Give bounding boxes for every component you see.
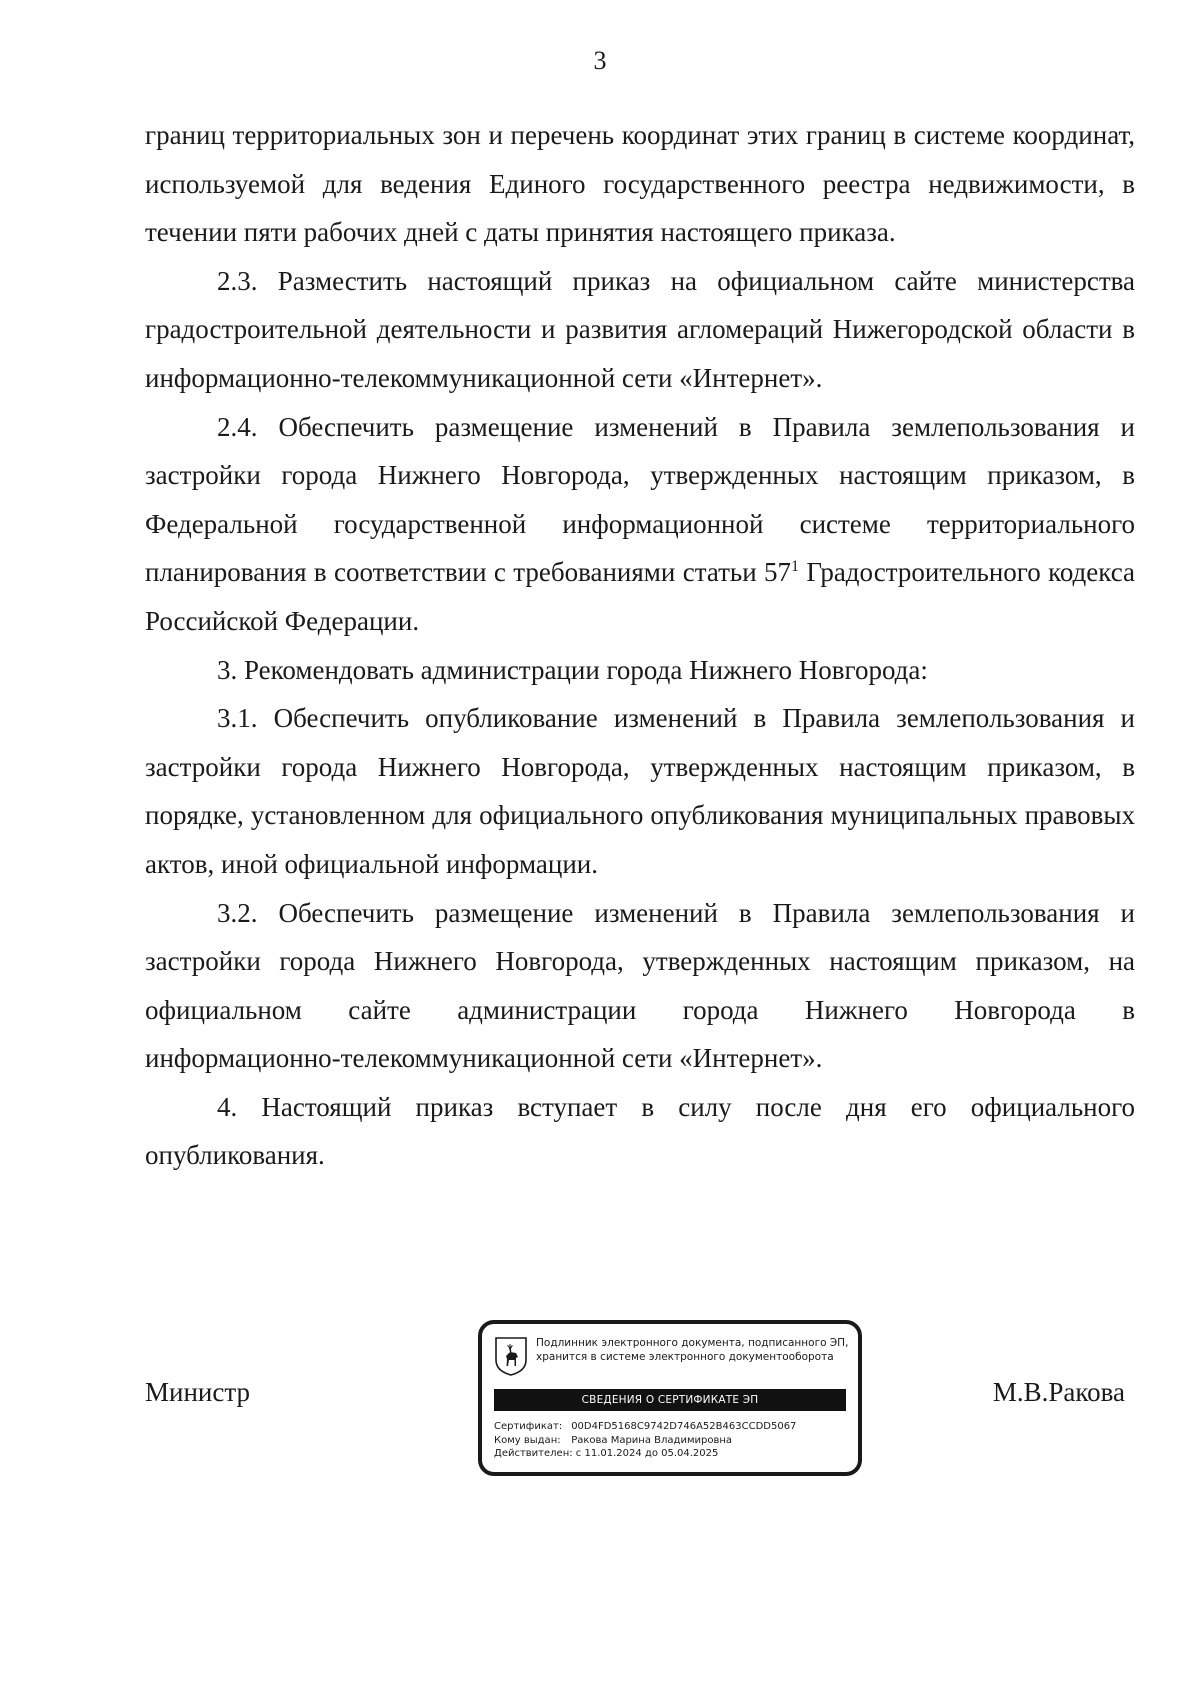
certificate-info-bar: СВЕДЕНИЯ О СЕРТИФИКАТЕ ЭП [494, 1389, 846, 1411]
electronic-signature-stamp [478, 1320, 862, 1476]
article-superscript: 1 [791, 558, 800, 576]
paragraph-2-3: 2.3. Разместить настоящий приказ на официальном сайте министерства градостроительной деятельности и развития агломераций Нижегородской области в информационно-телекоммуникационной сети «Интернет». [145, 265, 1135, 393]
issued-to-label: Кому выдан: [494, 1434, 561, 1446]
certificate-label: Сертификат: [494, 1421, 563, 1432]
paragraph-3: 3. Рекомендовать администрации города Нижнего Новгорода: [217, 654, 928, 685]
issued-to-value: Ракова Марина Владимировна [571, 1434, 733, 1446]
validity-value: с 11.01.2024 до 05.04.2025 [575, 1448, 719, 1459]
deer-emblem-icon [494, 1336, 528, 1376]
paragraph-3-2-end: информационно-телекоммуникационной сети «Интернет». [145, 1043, 823, 1074]
paragraph-4: 4. Настоящий приказ вступает в силу после дня его официального опубликования. [145, 1091, 1135, 1171]
signatory-position: Министр [145, 1377, 250, 1407]
page-number: 3 [593, 46, 607, 75]
certificate-value: 00D4FD5168C9742D746A52B463CCDD5067 [571, 1421, 797, 1432]
paragraph-3-2: 3.2. Обеспечить размещение изменений в Правила землепользования и застройки города Нижнего Новгорода, утвержденных настоящим приказом, на официальном сайте администрации города Нижнего Новгорода в [145, 897, 1135, 1025]
document-body [145, 111, 1135, 1180]
validity-label: Действителен: [494, 1448, 573, 1459]
stamp-header-line-2: хранится в системе электронного документооборота [536, 1351, 834, 1363]
signatory-name: М.В.Ракова [992, 1377, 1125, 1407]
paragraph-2-4-text-end: Градостроительного кодекса Российской Федерации. [145, 557, 1135, 636]
validity-row [494, 1447, 846, 1461]
certificate-details [494, 1420, 846, 1461]
signature-block [145, 1320, 1125, 1480]
stamp-header [536, 1336, 854, 1364]
paragraph-3-1: 3.1. Обеспечить опубликование изменений в Правила землепользования и застройки города Нижнего Новгорода, утвержденных настоящим приказом, в порядке, установленном для официального опубликования муниципальных правовых актов, иной официальной информации. [145, 703, 1135, 879]
paragraph-2-4-text: 2.4. Обеспечить размещение изменений в Правила землепользования и застройки города Нижнего Новгорода, утвержденных настоящим приказом, в Федеральной государственной информационной системе территориального планирования в соответствии с требованиями статьи 57 [145, 411, 1135, 588]
stamp-header-line-1: Подлинник электронного документа, подписанного ЭП, [536, 1337, 849, 1349]
certificate-row [494, 1420, 846, 1434]
paragraph-2-4 [145, 403, 1135, 646]
issued-to-row [494, 1434, 846, 1448]
paragraph-zone-boundaries: границ территориальных зон и перечень координат этих границ в системе координат, используемой для ведения Единого государственного реестра недвижимости, в течении пяти рабочих дней с даты принятия настоящего приказа. [145, 120, 1135, 248]
